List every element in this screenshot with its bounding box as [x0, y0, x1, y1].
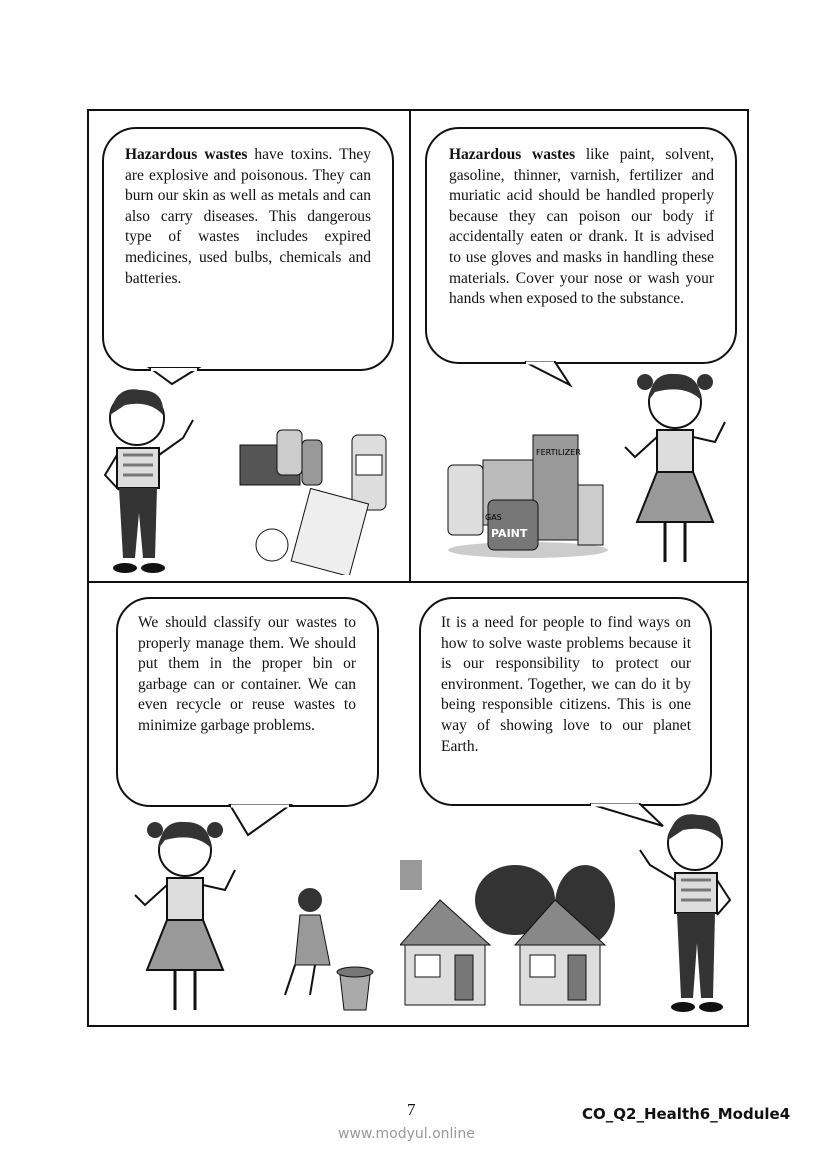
panel-divider-vertical	[409, 109, 411, 582]
girl-waving-illustration	[615, 362, 740, 577]
bubble-tail-4	[0, 0, 1, 1]
text: have toxins. They are explosive and poisonous. They can burn our skin as well as metals and can also carry diseases. This dangerous type of wastes includes expired medicines, used bulbs, chemicals and batteries.	[125, 146, 371, 287]
fertilizer-label: FERTILIZER	[536, 448, 581, 457]
batteries-bulb-spray-illustration	[232, 415, 392, 575]
bubble-text-1	[125, 145, 371, 289]
woman-throwing-trash-illustration	[265, 880, 385, 1015]
bubble-text-3: We should classify our wastes to properly manage them. We should put them in the proper bin or garbage can or container. We can even recycle or reuse wastes to minimize garbage problems.	[138, 614, 356, 734]
gas-label: GAS	[485, 513, 502, 522]
bubble-text-2	[449, 145, 714, 310]
houses-trees-illustration	[400, 860, 615, 1010]
panel-divider-horizontal	[87, 581, 747, 583]
girl-waving-illustration-2	[125, 810, 250, 1025]
chemical-containers-illustration	[443, 425, 613, 560]
bold-term: Hazardous wastes	[125, 146, 248, 163]
text: like paint, solvent, gasoline, thinner, varnish, fertilizer and muriatic acid should be handled properly because they can poison our body if accidentally eaten or drank. It is advised to use gloves and masks in handling these materials. Cover your nose or wash your hands when exposed to the substance.	[449, 146, 715, 308]
paint-label: PAINT	[491, 527, 528, 540]
bubble-text-4: It is a need for people to find ways on how to solve waste problems because it is our responsibility to protect our environment. Together, we can do it by being responsible citizens. This is one way of showing love to our planet Earth.	[441, 614, 691, 755]
boy-waving-illustration	[95, 380, 210, 580]
page-number: 7	[407, 1100, 416, 1119]
boy-waving-illustration-2	[625, 805, 740, 1020]
module-code: CO_Q2_Health6_Module4	[582, 1105, 791, 1123]
watermark: www.modyul.online	[338, 1126, 475, 1142]
bold-term: Hazardous wastes	[449, 146, 576, 163]
